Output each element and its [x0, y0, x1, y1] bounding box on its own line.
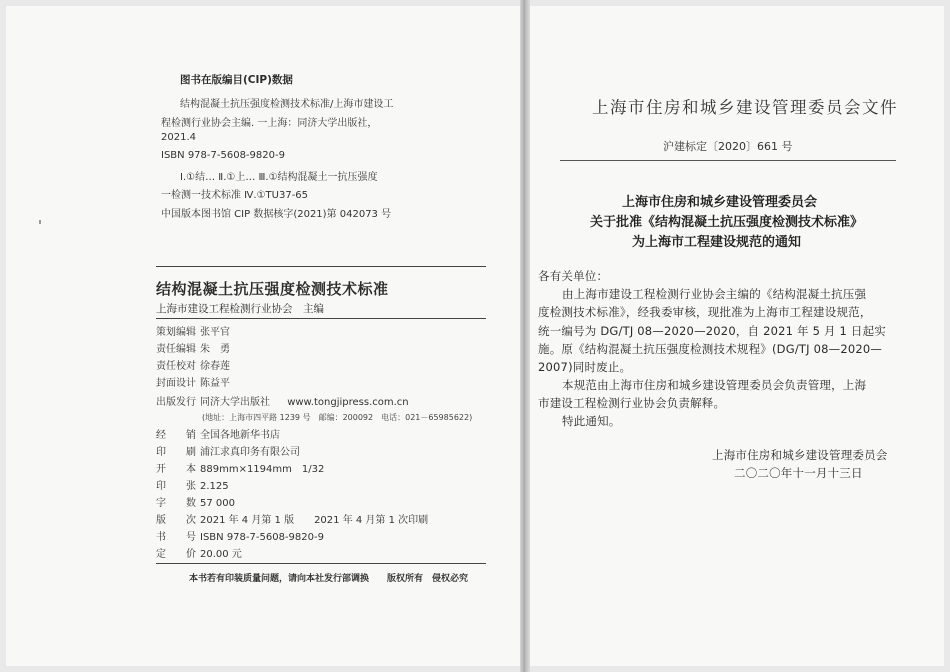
document-header: 上海市住房和城乡建设管理委员会文件: [592, 98, 898, 117]
detail-value: 浦江求真印务有限公司: [200, 447, 300, 458]
detail-row: [156, 443, 300, 458]
publisher-row: [156, 393, 409, 408]
credit-label: 策划编辑: [156, 327, 196, 338]
credit-row: [156, 323, 230, 338]
detail-label: 印 张: [156, 481, 196, 492]
body-line: 市建设工程检测行业协会负责解释。: [538, 396, 726, 410]
cip-approval: 中国版本图书馆 CIP 数据核字(2021)第 042073 号: [161, 209, 392, 220]
document-number: 沪建标定〔2020〕661 号: [663, 140, 793, 153]
credit-row: [156, 357, 230, 372]
detail-value: 57 000: [200, 498, 235, 509]
body-line: 度检测技术标准》，经我委审核，现批准为上海市工程建设规范，: [538, 305, 872, 319]
detail-row: [156, 528, 324, 543]
detail-value: 2.125: [200, 481, 229, 492]
publisher-name: 同济大学出版社: [200, 397, 270, 408]
notice-title-line: 为上海市工程建设规范的通知: [632, 235, 802, 250]
cip-line: ISBN 978-7-5608-9820-9: [161, 150, 285, 161]
divider: [156, 266, 486, 267]
signature-date: 二〇二〇年十一月十三日: [734, 466, 863, 480]
detail-label: 经 销: [156, 430, 196, 441]
signature-issuer: 上海市住房和城乡建设管理委员会: [712, 448, 888, 462]
detail-label: 字 数: [156, 498, 196, 509]
cip-line: Ⅰ.①结… Ⅱ.①上… Ⅲ.①结构混凝土一抗压强度: [180, 172, 378, 183]
credit-value: 徐春莲: [200, 361, 230, 372]
credit-label: 责任校对: [156, 361, 196, 372]
publisher-label: 出版发行: [156, 397, 196, 408]
cip-line: 一检测一技术标准 Ⅳ.①TU37-65: [161, 190, 309, 201]
credit-value: 陈益平: [200, 378, 230, 389]
credit-value: 张平官: [200, 327, 230, 338]
cip-title: 图书在版编目(CIP)数据: [180, 74, 293, 86]
cip-line: 程检测行业协会主编. 一上海：同济大学出版社，: [161, 118, 378, 129]
divider: [156, 318, 486, 319]
detail-label: 印 刷: [156, 447, 196, 458]
book-spine: [520, 0, 530, 672]
publisher-address: (地址：上海市四平路 1239 号 邮编：200092 电话：021－65985622): [202, 413, 473, 422]
body-line: 统一编号为 DG/TJ 08—2020—2020，自 2021 年 5 月 1 日起实: [538, 324, 886, 338]
book-title: 结构混凝土抗压强度检测技术标准: [156, 280, 389, 298]
salutation: 各有关单位：: [538, 269, 609, 283]
detail-row: [156, 460, 324, 475]
cip-line: 2021.4: [161, 132, 196, 143]
detail-value: 889mm×1194mm 1/32: [200, 464, 325, 475]
detail-label: 书 号: [156, 532, 196, 543]
detail-row: [156, 494, 235, 509]
detail-value: 全国各地新华书店: [200, 430, 280, 441]
notice-title-line: 关于批准《结构混凝土抗压强度检测技术标准》: [590, 215, 864, 230]
credit-row: [156, 374, 230, 389]
body-line: 特此通知。: [562, 414, 621, 428]
credit-label: 封面设计: [156, 378, 196, 389]
divider: [156, 563, 486, 564]
credit-label: 责任编辑: [156, 344, 196, 355]
publisher-website: www.tongjipress.com.cn: [287, 397, 409, 408]
footer-note: 本书若有印装质量问题，请向本社发行部调换 版权所有 侵权必究: [189, 574, 469, 584]
credit-value: 朱 勇: [200, 344, 230, 355]
credit-row: [156, 340, 230, 355]
book-organization: 上海市建设工程检测行业协会 主编: [156, 303, 324, 315]
cip-line: 结构混凝土抗压强度检测技术标准/上海市建设工: [180, 99, 394, 110]
detail-value: ISBN 978-7-5608-9820-9: [200, 532, 324, 543]
scan-speck: [39, 220, 41, 224]
body-line: 由上海市建设工程检测行业协会主编的《结构混凝土抗压强: [562, 287, 867, 301]
detail-row: [156, 545, 242, 560]
detail-value: 20.00 元: [200, 549, 242, 560]
detail-label: 定 价: [156, 549, 196, 560]
detail-label: 版 次: [156, 515, 196, 526]
notice-title-line: 上海市住房和城乡建设管理委员会: [622, 195, 818, 210]
detail-row: [156, 511, 428, 526]
header-rule: [560, 160, 896, 161]
right-page: [530, 6, 944, 666]
detail-value: 2021 年 4 月第 1 版 2021 年 4 月第 1 次印刷: [200, 515, 429, 526]
detail-row: [156, 477, 229, 492]
body-line: 2007)同时废止。: [538, 360, 632, 374]
detail-row: [156, 426, 280, 441]
body-line: 本规范由上海市住房和城乡建设管理委员会负责管理，上海: [562, 378, 867, 392]
body-line: 施。原《结构混凝土抗压强度检测技术规程》(DG/TJ 08—2020—: [538, 342, 883, 356]
detail-label: 开 本: [156, 464, 196, 475]
left-page: [6, 6, 520, 666]
